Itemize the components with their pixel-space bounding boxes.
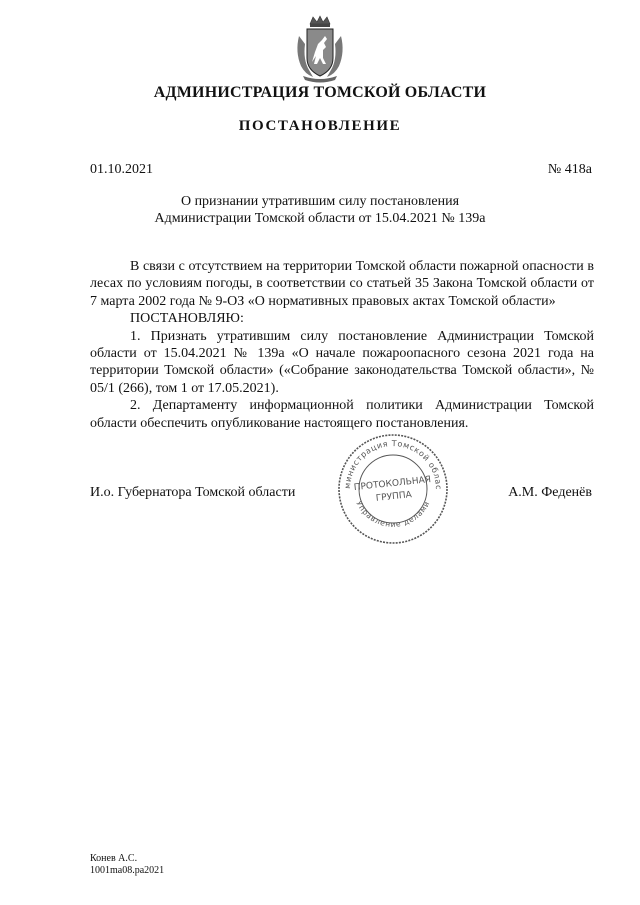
stamp-ring-text: министрация Томской облас <box>342 438 444 491</box>
document-title-line-1: О признании утратившим силу постановления <box>180 194 460 209</box>
round-stamp <box>336 432 450 546</box>
organization-name: АДМИНИСТРАЦИЯ ТОМСКОЙ ОБЛАСТИ <box>153 84 487 101</box>
executor-name: Конев А.С. <box>90 853 138 864</box>
coat-of-arms-icon <box>293 14 347 84</box>
document-footer <box>90 853 164 877</box>
stamp-center-line-1: ПРОТОКОЛЬНАЯ <box>353 475 432 494</box>
body-paragraph-preamble: В связи с отсутствием на территории Томской области пожарной опасности в лесах по условиям погоды, в соответствии со статьей 35 Закона Томской области от 7 марта 2002 года № 9-ОЗ «О нормативных правовых актах Томской области» <box>90 259 594 309</box>
body-paragraph-item-2: 2. Департаменту информационной политики Администрации Томской области обеспечить опубликование настоящего постановления. <box>90 398 594 431</box>
signatory-name: А.М. Феденёв <box>508 485 592 500</box>
body-paragraph-resolve: ПОСТАНОВЛЯЮ: <box>130 311 244 327</box>
document-body <box>90 258 594 432</box>
document-type: ПОСТАНОВЛЕНИЕ <box>238 118 402 134</box>
file-code: 1001ma08.ра2021 <box>90 865 165 876</box>
document-number: № 418а <box>547 162 592 177</box>
svg-text:Управление делами <box>354 499 431 528</box>
document-date: 01.10.2021 <box>90 162 153 177</box>
document-title-line-2: Администрации Томской области от 15.04.2021 № 139а <box>154 211 486 226</box>
document-title <box>0 193 640 227</box>
body-paragraph-item-1: 1. Признать утратившим силу постановление Администрации Томской области от 15.04.2021 № 139а «О начале пожароопасного сезона 2021 года на территории Томской области» («Собрание законодательства Томской области», № 05/1 (266), том 1 от 17.05.2021). <box>90 328 594 396</box>
signatory-position: И.о. Губернатора Томской области <box>90 485 296 500</box>
stamp-ring-text-bottom: Управление делами <box>354 499 432 529</box>
stamp-center-line-2: ГРУППА <box>375 490 413 504</box>
